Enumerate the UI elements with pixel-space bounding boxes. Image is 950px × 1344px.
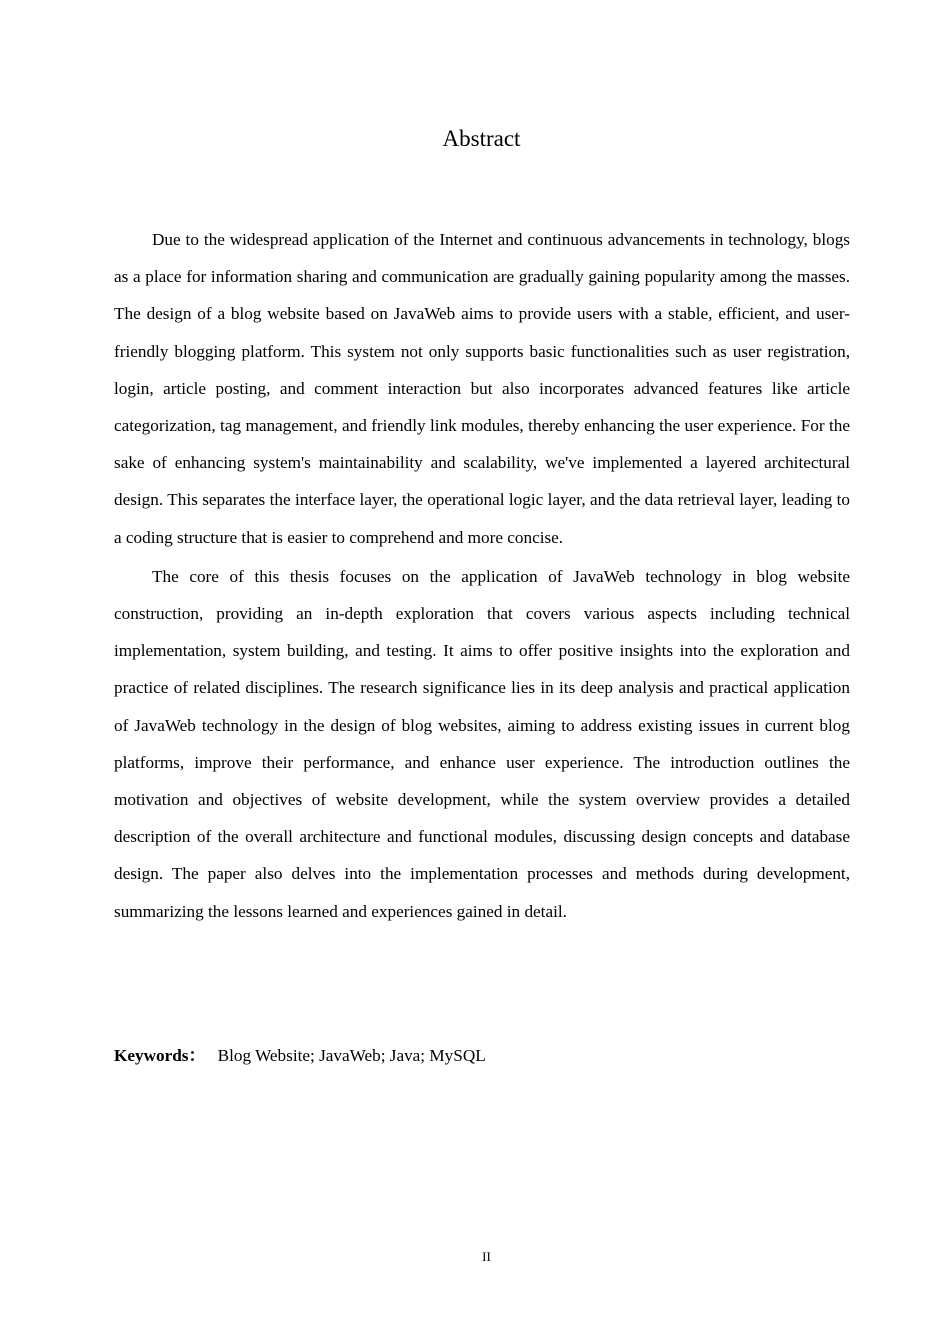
abstract-body (114, 221, 850, 930)
keywords-values: Blog Website; JavaWeb; Java; MySQL (217, 1046, 486, 1065)
abstract-paragraph-1: Due to the widespread application of the Internet and continuous advancements in technology, blogs as a place for information sharing and communication are gradually gaining popularity among the masses. The design of a blog website based on JavaWeb aims to provide users with a stable, efficient, and user-friendly blogging platform. This system not only supports basic functionalities such as user registration, login, article posting, and comment interaction but also incorporates advanced features like article categorization, tag management, and friendly link modules, thereby enhancing the user experience. For the sake of enhancing system's maintainability and scalability, we've implemented a layered architectural design. This separates the interface layer, the operational logic layer, and the data retrieval layer, leading to a coding structure that is easier to comprehend and more concise. (114, 230, 850, 547)
keywords-label: Keywords： (114, 1046, 206, 1065)
abstract-title: Abstract (442, 126, 521, 151)
keywords-line (114, 1041, 850, 1071)
page-number: II (482, 1249, 491, 1264)
abstract-paragraph-2: The core of this thesis focuses on the application of JavaWeb technology in blog website construction, providing an in-depth exploration that covers various aspects including technical implementation, system building, and testing. It aims to offer positive insights into the exploration and practice of related disciplines. The research significance lies in its deep analysis and practical application of JavaWeb technology in the design of blog websites, aiming to address existing issues in current blog platforms, improve their performance, and enhance user experience. The introduction outlines the motivation and objectives of website development, while the system overview provides a detailed description of the overall architecture and functional modules, discussing design concepts and database design. The paper also delves into the implementation processes and methods during development, summarizing the lessons learned and experiences gained in detail. (114, 566, 850, 921)
